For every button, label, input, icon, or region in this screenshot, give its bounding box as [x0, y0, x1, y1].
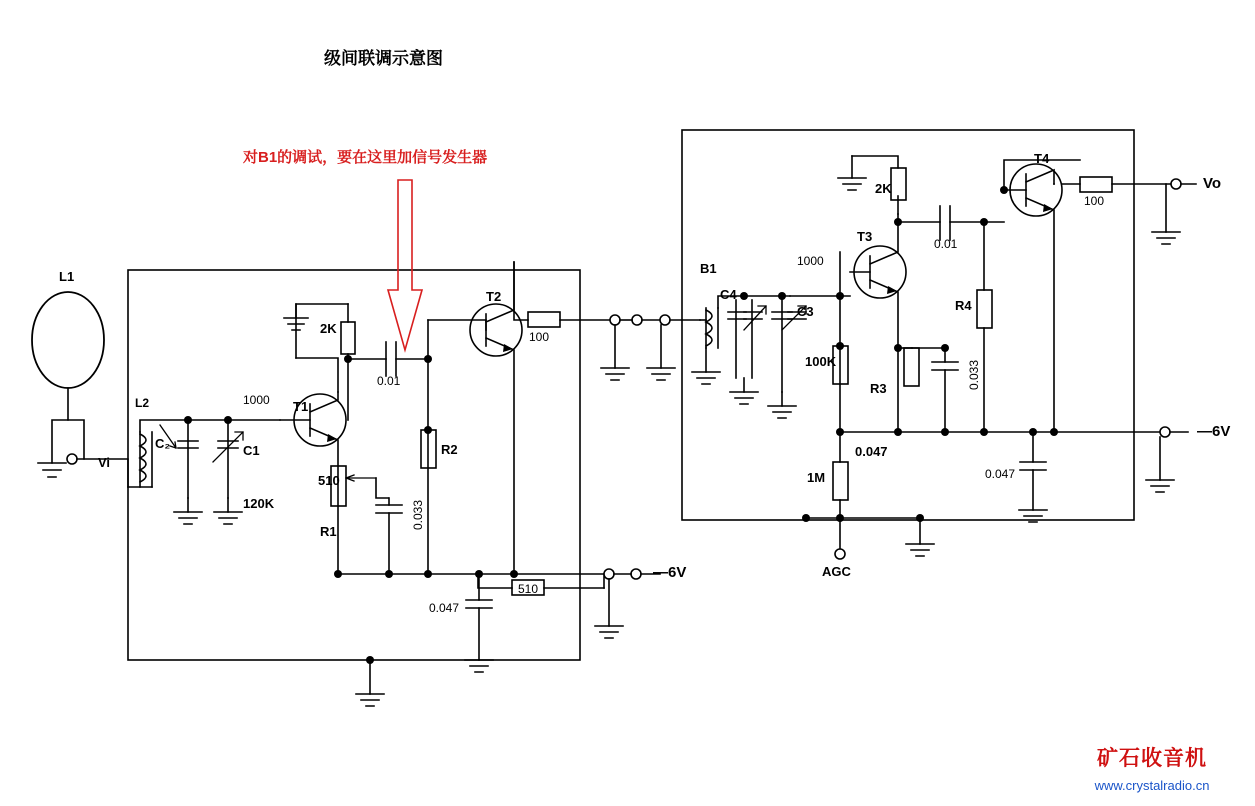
label-t2: T2: [486, 289, 502, 304]
value-2k-right: 2K: [875, 181, 892, 196]
value-0p047-right: 0.047: [985, 467, 1016, 481]
value-0p033-right: 0.033: [967, 359, 981, 390]
label-t3: T3: [857, 229, 873, 244]
label-r1: R1: [320, 524, 337, 539]
value-100k: 100K: [805, 354, 837, 369]
value-1m: 1M: [807, 470, 826, 485]
value-1000-left: 1000: [243, 393, 270, 407]
label-r2: R2: [441, 442, 458, 457]
label-agc: AGC: [822, 564, 851, 579]
label-t4: T4: [1034, 151, 1050, 166]
value-0p01-left: 0.01: [377, 374, 401, 388]
watermark-url: www.crystalradio.cn: [1094, 778, 1210, 793]
value-1000-right: 1000: [797, 254, 824, 268]
annotation-arrow: [388, 180, 422, 350]
label-supply-right: —6V: [1197, 423, 1231, 440]
value-2k-left: 2K: [320, 321, 337, 336]
value-100-right: 100: [1084, 194, 1105, 208]
label-l1: L1: [59, 269, 75, 284]
value-510-bottom: 510: [518, 582, 539, 596]
label-r4: R4: [955, 298, 972, 313]
value-0p033-left: 0.033: [411, 499, 425, 530]
label-supply-left: —6V: [653, 564, 687, 581]
label-c1: C1: [243, 443, 260, 458]
label-c3: C3: [797, 304, 814, 319]
value-0p01-right: 0.01: [934, 237, 958, 251]
value-510-pot: 510: [318, 473, 340, 488]
label-b1: B1: [700, 261, 717, 276]
label-vo: Vo: [1203, 175, 1222, 192]
value-0p047-left: 0.047: [429, 601, 460, 615]
label-c2: C₂: [155, 436, 171, 451]
watermark: [1062, 742, 1242, 793]
label-vi: Vi: [98, 455, 111, 470]
value-100-left: 100: [529, 330, 550, 344]
value-120k: 120K: [243, 496, 275, 511]
label-r3: R3: [870, 381, 887, 396]
label-c4: C4: [720, 287, 737, 302]
watermark-logo: 矿石收音机: [1097, 746, 1207, 770]
page-title: 级间联调示意图: [324, 49, 443, 68]
value-0p047-mid: 0.047: [855, 444, 888, 459]
annotation-note: 对B1的调试，要在这里加信号发生器: [243, 149, 488, 166]
label-t1: T1: [293, 399, 309, 414]
label-l2: L2: [135, 396, 150, 410]
